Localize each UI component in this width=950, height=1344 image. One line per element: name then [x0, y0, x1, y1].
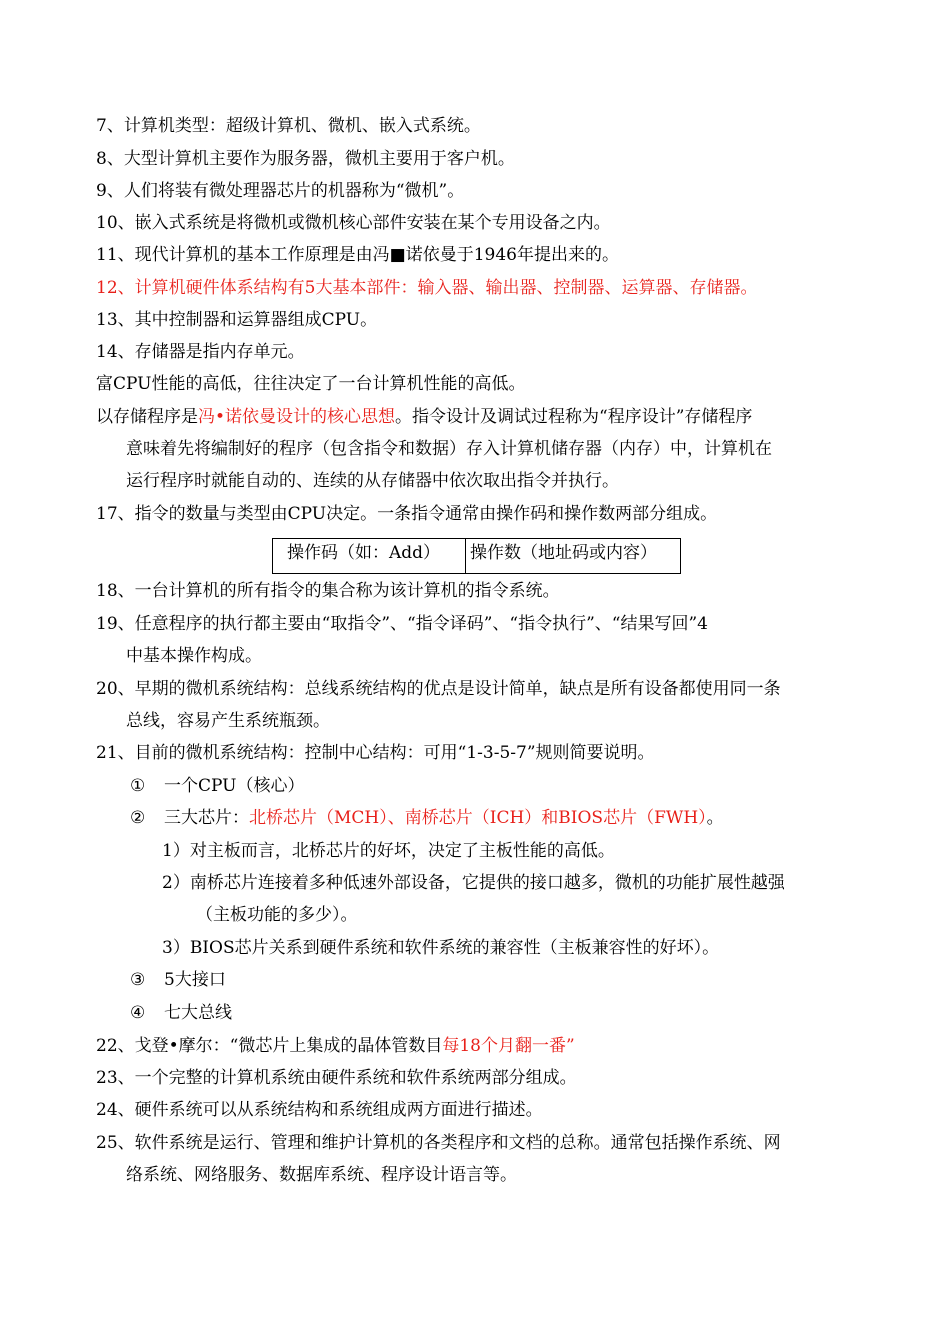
circled-item-1: ① 一个CPU（核心） — [130, 776, 305, 796]
item-16-prefix: 以存储程序是 — [96, 407, 198, 427]
item-17: 17、指令的数量与类型由CPU决定。一条指令通常由操作码和操作数两部分组成。 — [96, 504, 718, 524]
item-25-line2: 络系统、网络服务、数据库系统、程序设计语言等。 — [126, 1165, 517, 1185]
item-24: 24、硬件系统可以从系统结构和系统组成两方面进行描述。 — [96, 1100, 543, 1120]
circled-item-4: ④ 七大总线 — [130, 1003, 232, 1023]
circled-item-3: ③ 5大接口 — [130, 970, 226, 990]
item-16-line3: 运行程序时就能自动的、连续的从存储器中依次取出指令并执行。 — [126, 471, 619, 491]
operand-cell: 操作数（地址码或内容） — [466, 539, 681, 574]
moore-law-highlight: 每18个月翻一番” — [442, 1036, 575, 1056]
item-20-line2: 总线，容易产生系统瓶颈。 — [126, 711, 330, 731]
item-8: 8、大型计算机主要作为服务器，微机主要用于客户机。 — [96, 149, 515, 169]
item-15: 富CPU性能的高低，往往决定了一台计算机性能的高低。 — [96, 374, 526, 394]
opcode-cell: 操作码（如：Add） — [273, 539, 466, 574]
chipset-highlight: 北桥芯片（MCH）、南桥芯片（ICH）和BIOS芯片（FWH） — [249, 808, 707, 828]
item-7: 7、计算机类型：超级计算机、微机、嵌入式系统。 — [96, 116, 481, 136]
item-16-line1 — [96, 407, 752, 427]
item-22: 22、戈登•摩尔：“微芯片上集成的晶体管数目每18个月翻一番” — [96, 1036, 575, 1056]
circled-number-3: ③ — [130, 970, 146, 990]
item-16-suffix: 。指令设计及调试过程称为“程序设计”存储程序 — [395, 407, 753, 427]
item-18: 18、一台计算机的所有指令的集合称为该计算机的指令系统。 — [96, 581, 560, 601]
sub-item-2-line1: 2）南桥芯片连接着多种低速外部设备，它提供的接口越多，微机的功能扩展性越强 — [162, 873, 785, 893]
item-20-line1: 20、早期的微机系统结构：总线系统结构的优点是设计简单，缺点是所有设备都使用同一条 — [96, 679, 781, 699]
item-16-highlight: 冯•诺依曼设计的核心思想 — [198, 407, 396, 427]
circled-number-2: ② — [130, 808, 146, 828]
item-9: 9、人们将装有微处理器芯片的机器称为“微机”。 — [96, 181, 465, 201]
instruction-format-table — [272, 538, 681, 574]
sub-item-1: 1）对主板而言，北桥芯片的好坏，决定了主板性能的高低。 — [162, 841, 615, 861]
item-19-line2: 中基本操作构成。 — [126, 646, 262, 666]
item-19-line1: 19、任意程序的执行都主要由“取指令”、“指令译码”、“指令执行”、“结果写回”4 — [96, 614, 708, 634]
item-13: 13、其中控制器和运算器组成CPU。 — [96, 310, 378, 330]
item-16-line2: 意味着先将编制好的程序（包含指令和数据）存入计算机储存器（内存）中，计算机在 — [126, 439, 772, 459]
item-10: 10、嵌入式系统是将微机或微机核心部件安装在某个专用设备之内。 — [96, 213, 611, 233]
item-23: 23、一个完整的计算机系统由硬件系统和软件系统两部分组成。 — [96, 1068, 577, 1088]
item-25-line1: 25、软件系统是运行、管理和维护计算机的各类程序和文档的总称。通常包括操作系统、网 — [96, 1133, 781, 1153]
table-row — [273, 539, 681, 574]
item-21: 21、目前的微机系统结构：控制中心结构：可用“1-3-5-7”规则简要说明。 — [96, 743, 655, 763]
item-11: 11、现代计算机的基本工作原理是由冯■诺依曼于1946年提出来的。 — [96, 245, 619, 265]
circled-number-4: ④ — [130, 1003, 146, 1023]
circled-item-2: ② 三大芯片：北桥芯片（MCH）、南桥芯片（ICH）和BIOS芯片（FWH）。 — [130, 808, 724, 828]
sub-item-2-line2: （主板功能的多少）。 — [196, 905, 358, 925]
item-12: 12、计算机硬件体系结构有5大基本部件：输入器、输出器、控制器、运算器、存储器。 — [96, 278, 758, 298]
sub-item-3: 3）BIOS芯片关系到硬件系统和软件系统的兼容性（主板兼容性的好坏）。 — [162, 938, 720, 958]
circled-number-1: ① — [130, 776, 146, 796]
item-14: 14、存储器是指内存单元。 — [96, 342, 305, 362]
